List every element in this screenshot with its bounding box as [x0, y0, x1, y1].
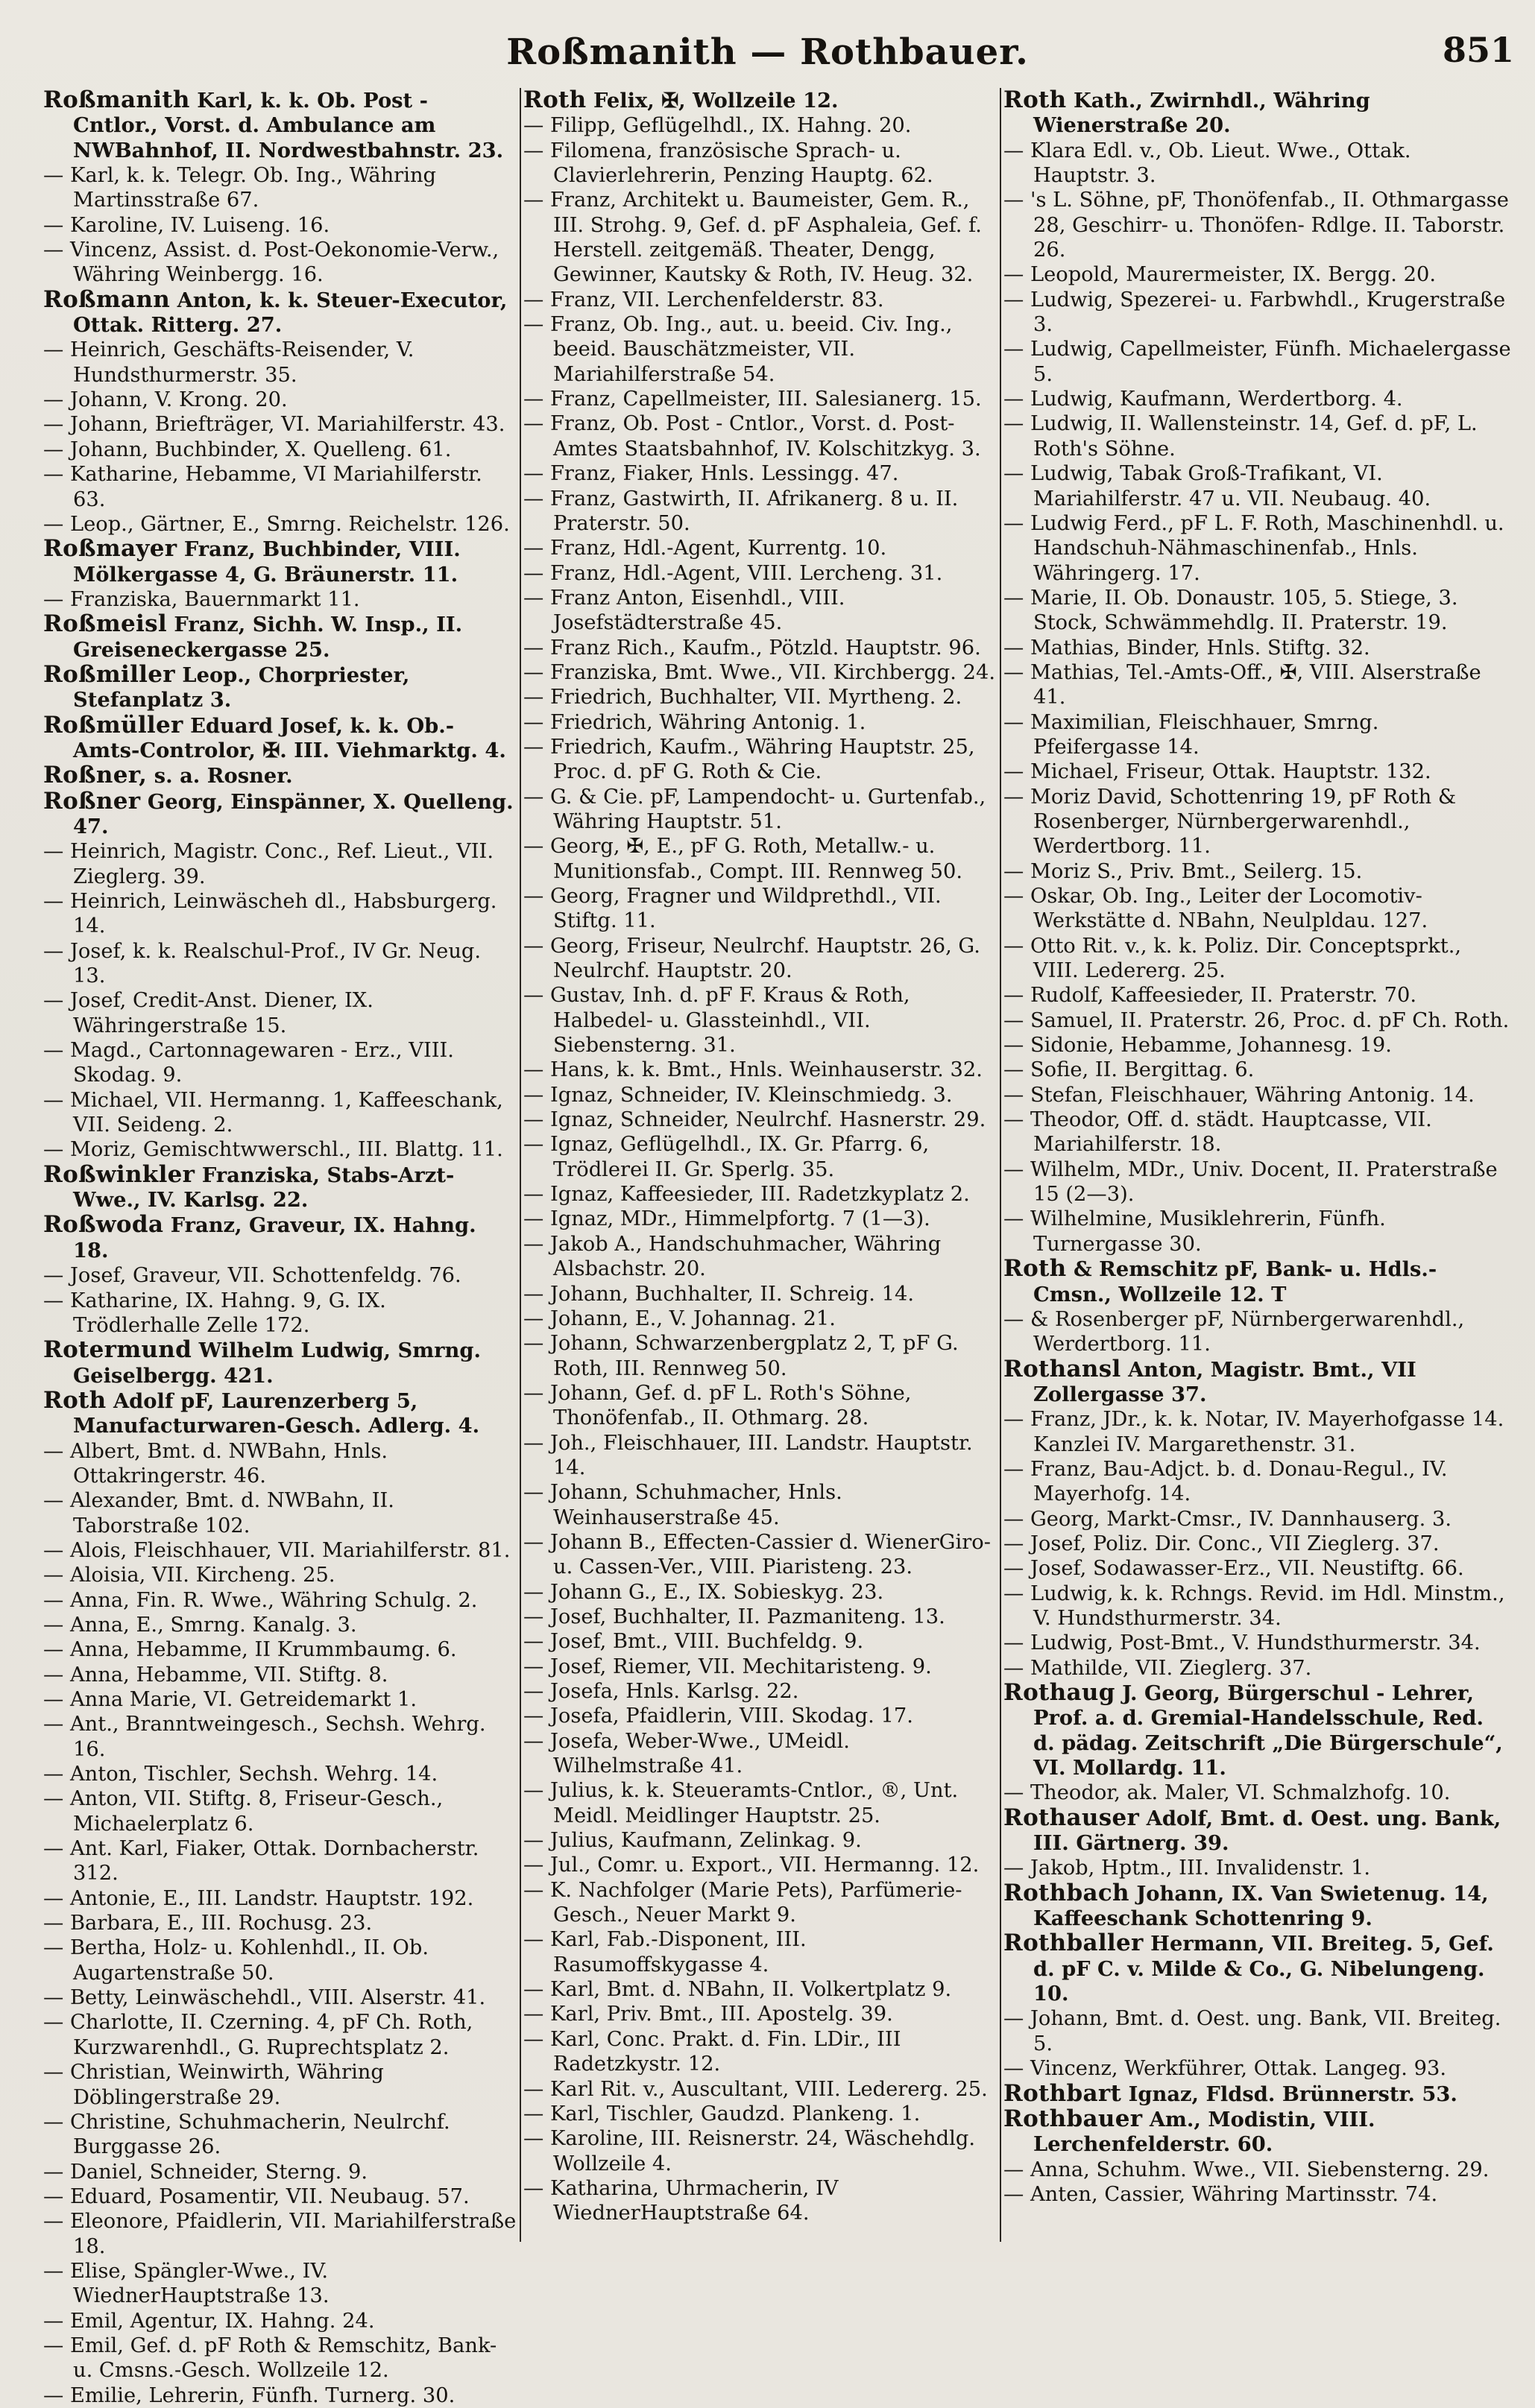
- directory-entry: — Heinrich, Geschäfts-Reisender, V. Hundsthurmerstr. 35.: [43, 338, 415, 387]
- directory-entry: Rothbart Ignaz, Fldsd. Brünnerstr. 53.: [1003, 2079, 1457, 2107]
- directory-entry: — Julius, Kaufmann, Zelinkag. 9.: [523, 1829, 862, 1853]
- directory-entry: — Franz, Gastwirth, II. Afrikanerg. 8 u. II. Praterstr. 50.: [523, 487, 959, 535]
- directory-entry: — Vincenz, Werkführer, Ottak. Langeg. 93.: [1003, 2057, 1447, 2081]
- directory-entry: — Josefa, Pfaidlerin, VIII. Skodag. 17.: [523, 1704, 913, 1728]
- directory-entry: — Franz Rich., Kaufm., Pötzld. Hauptstr. 96.: [523, 636, 981, 660]
- directory-entry: Rothbauer Am., Modistin, VIII. Lerchenfelderstr. 60.: [1003, 2105, 1375, 2157]
- directory-entry: — Anna, Hebamme, II Krummbaumg. 6.: [43, 1638, 457, 1662]
- directory-entry: — Theodor, ak. Maler, VI. Schmalzhofg. 10.: [1003, 1781, 1451, 1805]
- directory-entry: — Maximilian, Fleischhauer, Smrng. Pfeifergasse 14.: [1003, 710, 1379, 759]
- page-number: 851: [1442, 30, 1514, 70]
- directory-entry: — Karl, Priv. Bmt., III. Apostelg. 39.: [523, 2003, 893, 2026]
- directory-entry: — Ludwig, II. Wallensteinstr. 14, Gef. d. pF, L. Roth's Söhne.: [1003, 412, 1478, 461]
- directory-entry: Rothballer Hermann, VII. Breiteg. 5, Gef. d. pF C. v. Milde & Co., G. Nibelungeng. 10.: [1003, 1930, 1494, 2006]
- directory-entry: Roßmayer Franz, Buchbinder, VIII. Mölkergasse 4, G. Bräunerstr. 11.: [43, 535, 461, 587]
- directory-entry: Roßner, s. a. Rosner.: [43, 762, 293, 789]
- directory-entry: — Ignaz, Schneider, IV. Kleinschmiedg. 3.: [523, 1083, 953, 1107]
- directory-entry: — Emil, Gef. d. pF Roth & Remschitz, Bank- u. Cmsns.-Gesch. Wollzeile 12.: [43, 2333, 497, 2383]
- directory-entry: — Elise, Spängler-Wwe., IV. WiednerHauptstraße 13.: [43, 2259, 330, 2308]
- directory-entry: — Ignaz, MDr., Himmelpfortg. 7 (1—3).: [523, 1207, 930, 1231]
- directory-entry: — Ludwig, Spezerei- u. Farbwhdl., Krugerstraße 3.: [1003, 288, 1506, 337]
- directory-entry: — Aloisia, VII. Kircheng. 25.: [43, 1564, 335, 1587]
- directory-entry: — Magd., Cartonnagewaren - Erz., VIII. Skodag. 9.: [43, 1039, 454, 1087]
- directory-entry: — Jakob A., Handschuhmacher, Währing Alsbachstr. 20.: [523, 1232, 942, 1281]
- directory-entry: — Franziska, Bauernmarkt 11.: [43, 587, 360, 611]
- directory-entry: — & Rosenberger pF, Nürnbergerwarenhdl., Werdertborg. 11.: [1003, 1307, 1465, 1356]
- directory-entry: — Vincenz, Assist. d. Post-Oekonomie-Verw., Währing Weinbergg. 16.: [43, 238, 499, 287]
- directory-entry: — Josef, Bmt., VIII. Buchfeldg. 9.: [523, 1630, 864, 1654]
- directory-entry: — Karoline, III. Reisnerstr. 24, Wäschehdlg. Wollzeile 4.: [523, 2127, 975, 2175]
- directory-entry: — Antonie, E., III. Landstr. Hauptstr. 192.: [43, 1886, 474, 1910]
- directory-entry: — Franz, Bau-Adjct. b. d. Donau-Regul., IV. Mayerhofg. 14.: [1003, 1457, 1448, 1506]
- directory-entry: — Samuel, II. Praterstr. 26, Proc. d. pF Ch. Roth.: [1003, 1008, 1510, 1032]
- directory-entry: — Eduard, Posamentir, VII. Neubaug. 57.: [43, 2184, 470, 2208]
- directory-entry: — Karl Rit. v., Auscultant, VIII. Ledererg. 25.: [523, 2077, 988, 2101]
- column-left: [43, 86, 517, 2407]
- directory-entry: — Josef, Riemer, VII. Mechitaristeng. 9.: [523, 1655, 932, 1678]
- directory-entry: — Alois, Fleischhauer, VII. Mariahilferstr. 81.: [43, 1538, 511, 1562]
- directory-entry: — Georg, Fragner und Wildprethdl., VII. Stiftg. 11.: [523, 885, 942, 933]
- directory-entry: — Friedrich, Währing Antonig. 1.: [523, 710, 866, 734]
- directory-entry: — Josef, Sodawasser-Erz., VII. Neustiftg. 66.: [1003, 1557, 1464, 1581]
- directory-entry: — Mathilde, VII. Zieglerg. 37.: [1003, 1656, 1312, 1680]
- directory-entry: — Leopold, Maurermeister, IX. Bergg. 20.: [1003, 263, 1437, 287]
- directory-entry: — Julius, k. k. Steueramts-Cntlor., ®, Unt. Meidl. Meidlinger Hauptstr. 25.: [523, 1779, 959, 1827]
- directory-entry: Roßwinkler Franziska, Stabs-Arzt-Wwe., IV. Karlsg. 22.: [43, 1160, 455, 1213]
- directory-entry: — Moriz, Gemischtwwerschl., III. Blattg. 11.: [43, 1138, 503, 1162]
- directory-entry: — Karoline, IV. Luiseng. 16.: [43, 213, 330, 237]
- directory-entry: — Bertha, Holz- u. Kohlenhdl., II. Ob. Augartenstraße 50.: [43, 1936, 429, 1985]
- directory-entry: — Sofie, II. Bergittag. 6.: [1003, 1058, 1255, 1082]
- directory-entry: — Franz, Hdl.-Agent, VIII. Lercheng. 31.: [523, 561, 943, 585]
- directory-entry: — Charlotte, II. Czerning. 4, pF Ch. Roth, Kurzwarenhdl., G. Ruprechtsplatz 2.: [43, 2011, 473, 2059]
- directory-entry: Rothaug J. Georg, Bürgerschul - Lehrer, Prof. a. d. Gremial-Handelsschule, Red. d. pädag. Zeitschrift „Die Bürgerschule“, VI. Mollardg. 11.: [1003, 1679, 1503, 1780]
- directory-entry: Roth Kath., Zwirnhdl., Währing Wienerstraße 20.: [1003, 86, 1370, 138]
- directory-entry: — Ludwig, k. k. Rchngs. Revid. im Hdl. Minstm., V. Hundsthurmerstr. 34.: [1003, 1581, 1505, 1630]
- directory-entry: — Hans, k. k. Bmt., Hnls. Weinhauserstr. 32.: [523, 1058, 983, 1082]
- directory-entry: — Johann, Briefträger, VI. Mariahilferstr. 43.: [43, 413, 505, 437]
- directory-entry: Roßmeisl Franz, Sichh. W. Insp., II. Greiseneckergasse 25.: [43, 610, 463, 662]
- directory-entry: — Christine, Schuhmacherin, Neulrchf. Burggasse 26.: [43, 2110, 450, 2159]
- directory-entry: — Klara Edl. v., Ob. Lieut. Wwe., Ottak. Hauptstr. 3.: [1003, 139, 1411, 188]
- directory-entry: — Karl, Conc. Prakt. d. Fin. LDir., III Radetzkystr. 12.: [523, 2027, 901, 2076]
- directory-entry: — Ignaz, Kaffeesieder, III. Radetzkyplatz 2.: [523, 1183, 970, 1207]
- directory-entry: — Franziska, Bmt. Wwe., VII. Kirchbergg. 24.: [523, 660, 996, 684]
- directory-entry: — Wilhelm, MDr., Univ. Docent, II. Praterstraße 15 (2—3).: [1003, 1157, 1498, 1207]
- directory-entry: — Ant. Karl, Fiaker, Ottak. Dornbacherstr. 312.: [43, 1837, 479, 1886]
- directory-entry: — Johann, V. Krong. 20.: [43, 388, 288, 412]
- directory-entry: — Mathias, Binder, Hnls. Stiftg. 32.: [1003, 636, 1370, 660]
- directory-entry: — Franz, Capellmeister, III. Salesianerg. 15.: [523, 388, 982, 411]
- directory-entry: — Emil, Agentur, IX. Hahng. 24.: [43, 2309, 375, 2333]
- directory-entry: — Johann, Gef. d. pF L. Roth's Söhne, Thonöfenfab., II. Othmarg. 28.: [523, 1381, 912, 1430]
- directory-entry: Roßmiller Leop., Chorpriester, Stefanplatz 3.: [43, 660, 410, 712]
- directory-entry: — 's L. Söhne, pF, Thonöfenfab., II. Othmargasse 28, Geschirr- u. Thonöfen- Rdlge. II. Taborstr. 26.: [1003, 189, 1509, 262]
- directory-entry: — Josef, Poliz. Dir. Conc., VII Zieglerg. 37.: [1003, 1532, 1440, 1555]
- directory-entry: — Jul., Comr. u. Export., VII. Hermanng. 12.: [523, 1854, 980, 1877]
- directory-entry: — Johann, E., V. Johannag. 21.: [523, 1306, 836, 1330]
- directory-entry: — Eleonore, Pfaidlerin, VII. Mariahilferstraße 18.: [43, 2210, 517, 2258]
- directory-entry: — Filomena, französische Sprach- u. Clavierlehrerin, Penzing Hauptg. 62.: [523, 139, 933, 188]
- directory-entry: — Anna, Hebamme, VII. Stiftg. 8.: [43, 1663, 388, 1687]
- column-middle: [523, 88, 999, 2246]
- directory-entry: — Ludwig, Kaufmann, Werdertborg. 4.: [1003, 388, 1403, 411]
- directory-entry: — Georg, Markt-Cmsr., IV. Dannhauserg. 3.: [1003, 1507, 1452, 1531]
- directory-entry: — Otto Rit. v., k. k. Poliz. Dir. Conceptsprkt., VIII. Ledererg. 25.: [1003, 934, 1462, 983]
- directory-entry: — Franz, Hdl.-Agent, Kurrentg. 10.: [523, 537, 887, 560]
- directory-entry: — Josefa, Hnls. Karlsg. 22.: [523, 1680, 799, 1703]
- directory-entry: — Friedrich, Buchhalter, VII. Myrtheng. 2.: [523, 686, 962, 710]
- directory-entry: — Leop., Gärtner, E., Smrng. Reichelstr. 126.: [43, 512, 510, 536]
- directory-entry: — Karl, k. k. Telegr. Ob. Ing., Währing Martinsstraße 67.: [43, 164, 437, 212]
- directory-entry: — Ant., Branntweingesch., Sechsh. Wehrg. 16.: [43, 1713, 486, 1761]
- directory-entry: — Daniel, Schneider, Sterng. 9.: [43, 2160, 368, 2184]
- directory-entry: — Heinrich, Leinwäscheh dl., Habsburgerg. 14.: [43, 890, 497, 938]
- directory-entry: — Johann, Buchhalter, II. Schreig. 14.: [523, 1282, 914, 1306]
- directory-entry: Roth Adolf pF, Laurenzerberg 5, Manufacturwaren-Gesch. Adlerg. 4.: [43, 1386, 480, 1438]
- directory-entry: — Johann, Buchbinder, X. Quelleng. 61.: [43, 437, 452, 461]
- directory-entry: — Moriz David, Schottenring 19, pF Roth & Rosenberger, Nürnbergerwarenhdl., Werdertborg. 11.: [1003, 785, 1457, 859]
- directory-entry: — Stefan, Fleischhauer, Währing Antonig. 14.: [1003, 1083, 1475, 1107]
- directory-entry: — Franz, Architekt u. Baumeister, Gem. R., III. Strohg. 9, Gef. d. pF Asphaleia, Gef. f. Herstell. zeitgemäß. Theater, Dengg, Gewinner, Kautsky & Roth, IV. Heug. 32.: [523, 189, 982, 287]
- directory-entry: Roßwoda Franz, Graveur, IX. Hahng. 18.: [43, 1211, 476, 1263]
- directory-entry: — Franz, JDr., k. k. Notar, IV. Mayerhofgasse 14. Kanzlei IV. Margarethenstr. 31.: [1003, 1408, 1504, 1456]
- directory-entry: — Ludwig, Capellmeister, Fünfh. Michaelergasse 5.: [1003, 338, 1511, 386]
- directory-entry: — Johann G., E., IX. Sobieskyg. 23.: [523, 1580, 884, 1604]
- column-right: [1003, 88, 1512, 2246]
- directory-entry: — Jakob, Hptm., III. Invalidenstr. 1.: [1003, 1856, 1371, 1880]
- directory-entry: — Karl, Fab.-Disponent, III. Rasumoffskygasse 4.: [523, 1928, 807, 1976]
- directory-entry: — Johann, Bmt. d. Oest. ung. Bank, VII. Breiteg. 5.: [1003, 2007, 1501, 2055]
- directory-entry: — Theodor, Off. d. städt. Hauptcasse, VII. Mariahilferstr. 18.: [1003, 1108, 1432, 1157]
- directory-entry: — Michael, Friseur, Ottak. Hauptstr. 132.: [1003, 760, 1431, 784]
- directory-entry: — Franz, Ob. Post - Cntlor., Vorst. d. Post-Amtes Staatsbahnhof, IV. Kolschitzkyg. 3.: [523, 412, 981, 461]
- directory-entry: — Emilie, Lehrerin, Fünfh. Turnerg. 30.: [43, 2383, 456, 2407]
- directory-entry: — Alexander, Bmt. d. NWBahn, II. Taborstraße 102.: [43, 1489, 394, 1538]
- directory-entry: — Katharina, Uhrmacherin, IV WiednerHauptstraße 64.: [523, 2176, 839, 2225]
- directory-entry: Roßner Georg, Einspänner, X. Quelleng. 47.: [43, 787, 514, 838]
- directory-entry: Roth & Remschitz pF, Bank- u. Hdls.-Cmsn., Wollzeile 12. T: [1003, 1255, 1437, 1306]
- directory-entry: — Barbara, E., III. Rochusg. 23.: [43, 1912, 373, 1935]
- directory-entry: — Franz, Fiaker, Hnls. Lessingg. 47.: [523, 462, 899, 486]
- directory-entry: Roßmann Anton, k. k. Steuer-Executor, Ottak. Ritterg. 27.: [43, 285, 508, 338]
- directory-entry: — Georg, ✠, E., pF G. Roth, Metallw.- u. Munitionsfab., Compt. III. Rennweg 50.: [523, 835, 963, 883]
- directory-entry: — Anton, Tischler, Sechsh. Wehrg. 14.: [43, 1763, 438, 1786]
- directory-entry: — Anna Marie, VI. Getreidemarkt 1.: [43, 1688, 417, 1711]
- directory-entry: — K. Nachfolger (Marie Pets), Parfümerie-Gesch., Neuer Markt 9.: [523, 1878, 962, 1927]
- directory-entry: — Rudolf, Kaffeesieder, II. Praterstr. 70.: [1003, 984, 1417, 1008]
- directory-entry: — Josefa, Weber-Wwe., UMeidl. Wilhelmstraße 41.: [523, 1729, 850, 1778]
- directory-entry: Rotermund Wilhelm Ludwig, Smrng. Geiselbergg. 421.: [43, 1336, 481, 1388]
- directory-entry: — Anna, E., Smrng. Kanalg. 3.: [43, 1613, 357, 1637]
- directory-entry: — Katharine, IX. Hahng. 9, G. IX. Trödlerhalle Zelle 172.: [43, 1289, 386, 1337]
- directory-entry: — Anton, VII. Stiftg. 8, Friseur-Gesch., Michaelerplatz 6.: [43, 1787, 444, 1836]
- directory-entry: — G. & Cie. pF, Lampendocht- u. Gurtenfab., Währing Hauptstr. 51.: [523, 785, 986, 833]
- directory-entry: — Ludwig Ferd., pF L. F. Roth, Maschinenhdl. u. Handschuh-Nähmaschinenfab., Hnls. Währingerg. 17.: [1003, 511, 1504, 585]
- directory-entry: — Karl, Tischler, Gaudzd. Plankeng. 1.: [523, 2102, 921, 2126]
- directory-entry: — Johann, Schuhmacher, Hnls. Weinhauserstraße 45.: [523, 1481, 842, 1529]
- directory-entry: — Christian, Weinwirth, Währing Döblingerstraße 29.: [43, 2061, 384, 2109]
- directory-entry: — Albert, Bmt. d. NWBahn, Hnls. Ottakringerstr. 46.: [43, 1439, 388, 1488]
- directory-entry: — Ignaz, Geflügelhdl., IX. Gr. Pfarrg. 6, Trödlerei II. Gr. Sperlg. 35.: [523, 1133, 930, 1181]
- directory-entry: — Karl, Bmt. d. NBahn, II. Volkertplatz 9.: [523, 1978, 952, 2002]
- directory-entry: — Josef, Credit-Anst. Diener, IX. Währingerstraße 15.: [43, 989, 373, 1037]
- directory-entry: — Oskar, Ob. Ing., Leiter der Locomotiv-Werkstätte d. NBahn, Neulpldau. 127.: [1003, 885, 1428, 933]
- directory-entry: — Filipp, Geflügelhdl., IX. Hahng. 20.: [523, 114, 912, 138]
- directory-entry: Roth Felix, ✠, Wollzeile 12.: [523, 86, 839, 113]
- directory-entry: — Franz, Ob. Ing., aut. u. beeid. Civ. Ing., beeid. Bauschätzmeister, VII. Mariahilferstraße 54.: [523, 313, 953, 386]
- directory-entry: — Anten, Cassier, Währing Martinsstr. 74.: [1003, 2182, 1438, 2206]
- directory-entry: — Franz Anton, Eisenhdl., VIII. Josefstädterstraße 45.: [523, 586, 845, 635]
- directory-entry: Rothbach Johann, IX. Van Swietenug. 14, Kaffeeschank Schottenring 9.: [1003, 1879, 1489, 1931]
- directory-entry: — Ludwig, Tabak Groß-Trafikant, VI. Mariahilferstr. 47 u. VII. Neubaug. 40.: [1003, 462, 1431, 511]
- directory-entry: — Johann, Schwarzenbergplatz 2, T, pF G. Roth, III. Rennweg 50.: [523, 1332, 959, 1380]
- directory-entry: — Anna, Fin. R. Wwe., Währing Schulg. 2.: [43, 1588, 478, 1612]
- directory-entry: Rothansl Anton, Magistr. Bmt., VII Zollergasse 37.: [1003, 1355, 1416, 1406]
- directory-entry: — Georg, Friseur, Neulrchf. Hauptstr. 26, G. Neulrchf. Hauptstr. 20.: [523, 934, 980, 983]
- directory-entry: — Friedrich, Kaufm., Währing Hauptstr. 25, Proc. d. pF G. Roth & Cie.: [523, 735, 975, 784]
- directory-entry: — Wilhelmine, Musiklehrerin, Fünfh. Turnergasse 30.: [1003, 1207, 1386, 1256]
- directory-entry: — Josef, k. k. Realschul-Prof., IV Gr. Neug. 13.: [43, 939, 482, 988]
- column-divider: [520, 88, 521, 2242]
- directory-entry: — Gustav, Inh. d. pF F. Kraus & Roth, Halbedel- u. Glassteinhdl., VII. Siebensterng. 31.: [523, 984, 910, 1058]
- directory-entry: — Michael, VII. Hermanng. 1, Kaffeeschank, VII. Seideng. 2.: [43, 1088, 503, 1137]
- column-divider: [1000, 88, 1001, 2242]
- directory-entry: — Josef, Buchhalter, II. Pazmaniteng. 13.: [523, 1605, 945, 1628]
- directory-entry: — Heinrich, Magistr. Conc., Ref. Lieut., VII. Zieglerg. 39.: [43, 840, 494, 888]
- directory-entry: — Mathias, Tel.-Amts-Off., ✠, VIII. Alserstraße 41.: [1003, 660, 1481, 710]
- directory-entry: — Ignaz, Schneider, Neulrchf. Hasnerstr. 29.: [523, 1108, 986, 1132]
- directory-entry: — Joh., Fleischhauer, III. Landstr. Hauptstr. 14.: [523, 1431, 973, 1479]
- directory-entry: Rothauser Adolf, Bmt. d. Oest. ung. Bank, III. Gärtnerg. 39.: [1003, 1804, 1501, 1856]
- directory-entry: — Katharine, Hebamme, VI Mariahilferstr. 63.: [43, 463, 482, 511]
- directory-entry: Roßmanith Karl, k. k. Ob. Post - Cntlor., Vorst. d. Ambulance am NWBahnhof, II. Nordwestbahnstr. 23.: [43, 86, 504, 162]
- directory-entry: — Marie, II. Ob. Donaustr. 105, 5. Stiege, 3. Stock, Schwämmehdlg. II. Praterstr. 19.: [1003, 586, 1458, 635]
- page-title: Roßmanith — Rothbauer.: [506, 31, 1029, 73]
- directory-entry: — Betty, Leinwäschehdl., VIII. Alserstr. 41.: [43, 1986, 486, 2010]
- directory-entry: — Johann B., Effecten-Cassier d. WienerGiro- u. Cassen-Ver., VIII. Piaristeng. 23.: [523, 1530, 991, 1579]
- directory-entry: — Franz, VII. Lerchenfelderstr. 83.: [523, 288, 884, 312]
- page-header: [0, 22, 1535, 82]
- directory-entry: — Josef, Graveur, VII. Schottenfeldg. 76.: [43, 1264, 461, 1288]
- directory-entry: — Ludwig, Post-Bmt., V. Hundsthurmerstr. 34.: [1003, 1631, 1481, 1655]
- directory-entry: Roßmüller Eduard Josef, k. k. Ob.-Amts-Controlor, ✠. III. Viehmarktg. 4.: [43, 711, 506, 762]
- directory-entry: — Moriz S., Priv. Bmt., Seilerg. 15.: [1003, 859, 1363, 883]
- directory-entry: — Anna, Schuhm. Wwe., VII. Siebensterng. 29.: [1003, 2158, 1490, 2181]
- directory-entry: — Sidonie, Hebamme, Johannesg. 19.: [1003, 1034, 1392, 1058]
